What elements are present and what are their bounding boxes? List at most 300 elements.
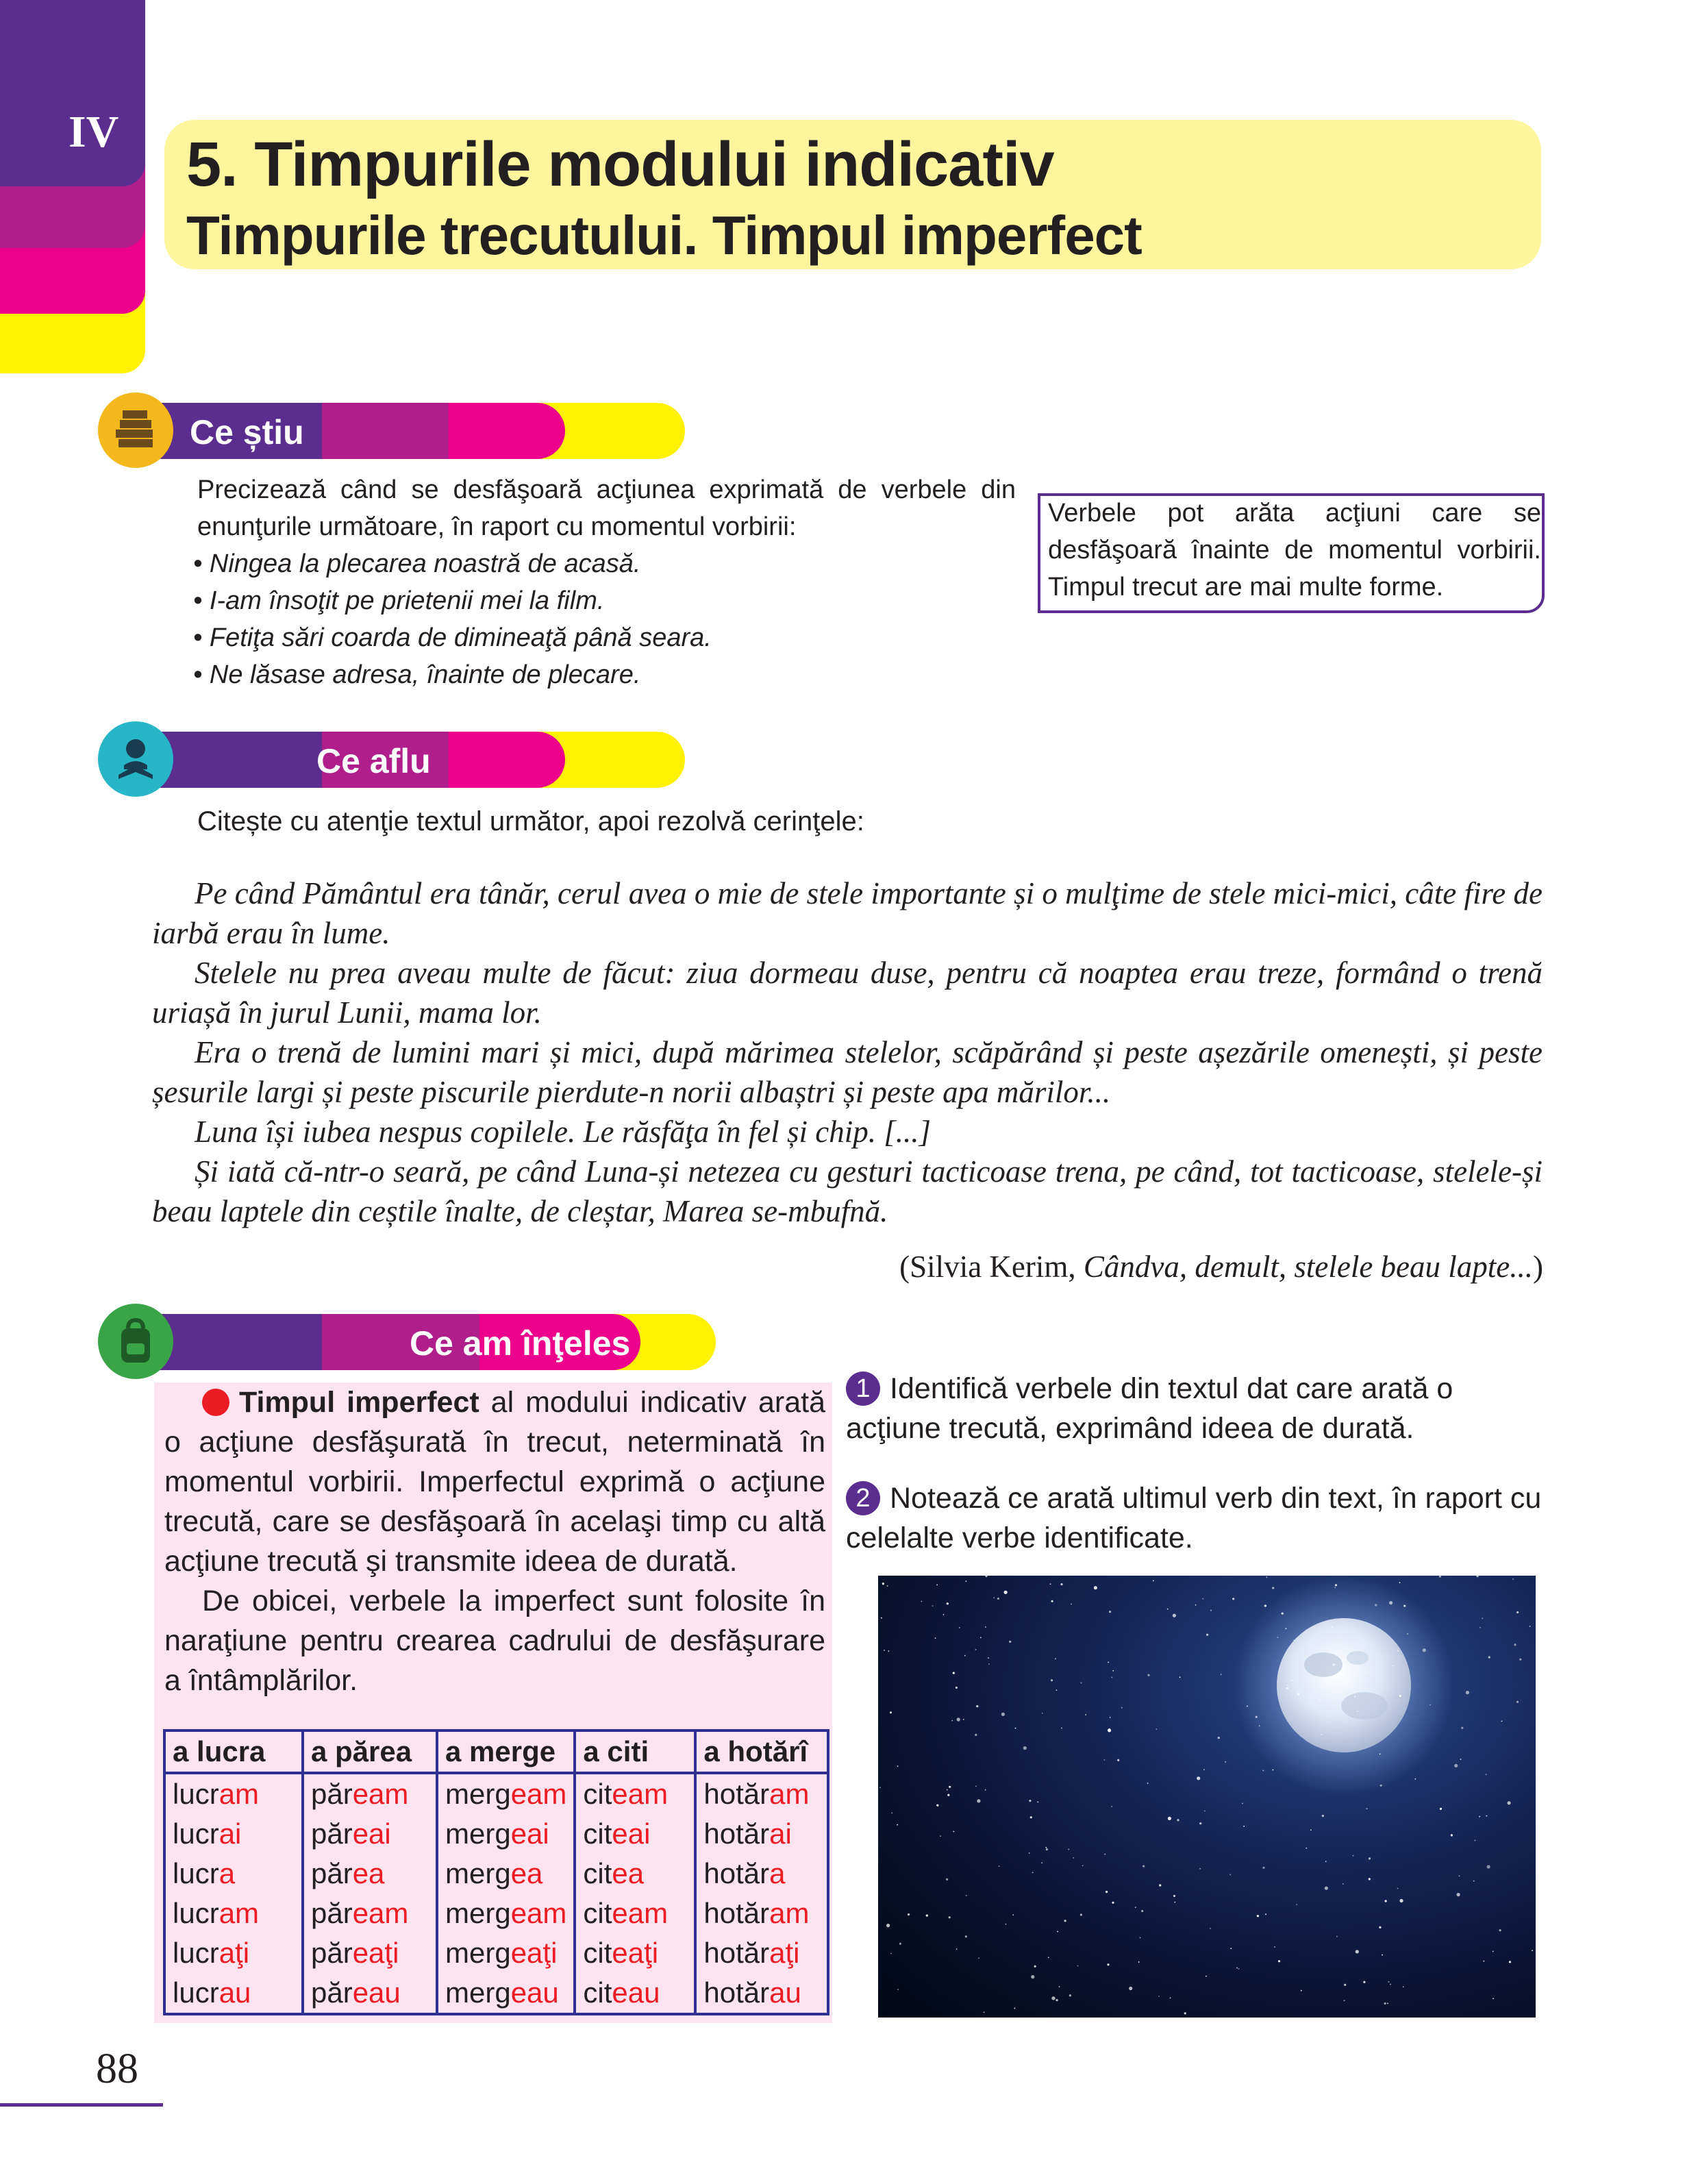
- star: [1094, 1586, 1097, 1589]
- star: [1032, 1872, 1034, 1874]
- star: [1199, 1868, 1201, 1870]
- star: [1232, 1598, 1234, 1600]
- table-cell: mergea: [437, 1854, 575, 1894]
- star: [1009, 1641, 1011, 1643]
- star: [957, 1717, 960, 1721]
- star: [985, 1626, 986, 1628]
- star: [966, 1895, 967, 1896]
- star: [879, 1787, 881, 1788]
- night-sky-image: [878, 1576, 1536, 2018]
- star: [1029, 1852, 1030, 1854]
- star: [1159, 1884, 1161, 1886]
- table-cell: citeam: [575, 1894, 695, 1933]
- star: [1106, 1891, 1108, 1893]
- table-cell: lucram: [164, 1894, 303, 1933]
- star: [1399, 1899, 1403, 1902]
- table-cell: lucraţi: [164, 1933, 303, 1973]
- star: [1004, 1591, 1008, 1594]
- star: [946, 1878, 948, 1881]
- star: [1135, 1907, 1136, 1908]
- task-2: 2 Notează ce arată ultimul verb din text, în raport cu celelalte verbe identificate.: [846, 1482, 1542, 1554]
- ce-stiu-instruction: Precizează când se desfăşoară acţiunea exprimată de verbele din enunţurile următoare, în raport cu momentul vorbirii:: [197, 475, 1016, 541]
- star: [1519, 1659, 1521, 1661]
- page-number: 88: [96, 2046, 138, 2092]
- star: [1363, 1981, 1365, 1983]
- star: [966, 1580, 967, 1582]
- star: [947, 1794, 949, 1796]
- star: [1112, 1677, 1113, 1678]
- star: [1045, 1847, 1047, 1848]
- lesson-subtitle: Timpurile trecutului. Timpul imperfect: [186, 205, 1142, 266]
- table-row: [164, 1894, 828, 1933]
- star: [943, 1614, 945, 1615]
- star: [1321, 1734, 1323, 1735]
- star: [1174, 1902, 1175, 1903]
- star: [1287, 1685, 1288, 1686]
- star: [1379, 1926, 1381, 1928]
- bullet-dot: [202, 1389, 229, 1416]
- star: [1153, 1580, 1154, 1582]
- star: [1366, 1808, 1368, 1809]
- imperfect-usage: De obicei, verbele la imperfect sunt folosite în naraţiune pentru crearea cadrului de desfăşurare a întâmplărilor.: [164, 1585, 825, 1697]
- star: [1487, 1865, 1490, 1868]
- star: [935, 1637, 936, 1639]
- star: [1483, 1961, 1484, 1962]
- table-header: a citi: [575, 1730, 695, 1773]
- star: [1286, 1628, 1287, 1629]
- table-cell: citeai: [575, 1814, 695, 1854]
- star: [1325, 1887, 1328, 1890]
- table-row: [164, 1973, 828, 2014]
- star: [1356, 1950, 1359, 1953]
- table-cell: hotăram: [695, 1894, 828, 1933]
- star: [1001, 1713, 1005, 1716]
- star: [1493, 1998, 1494, 1999]
- star: [1354, 1696, 1356, 1698]
- star: [1387, 2003, 1388, 2005]
- star: [1384, 2002, 1386, 2005]
- star: [1081, 1683, 1082, 1684]
- star: [1429, 1704, 1431, 1706]
- star: [1225, 1761, 1226, 1763]
- star: [1344, 2000, 1345, 2001]
- star: [1056, 1689, 1058, 1691]
- star: [1397, 1888, 1399, 1889]
- lesson-title: 5. Timpurile modului indicativ: [186, 129, 1054, 199]
- star: [1259, 1725, 1260, 1726]
- star: [1414, 1778, 1416, 1780]
- star: [953, 1831, 955, 1833]
- table-cell: mergeam: [437, 1894, 575, 1933]
- star: [1138, 1961, 1140, 1963]
- star: [1204, 1811, 1206, 1812]
- star: [1206, 1634, 1208, 1636]
- star: [884, 1650, 885, 1651]
- star: [1388, 1981, 1390, 1983]
- star: [956, 1687, 958, 1689]
- star: [1473, 1881, 1475, 1882]
- books-icon: [98, 393, 173, 468]
- star: [1085, 1714, 1086, 1715]
- star: [890, 1953, 892, 1955]
- table-cell: lucram: [164, 1773, 303, 1814]
- star: [886, 1924, 890, 1927]
- star: [1292, 1680, 1293, 1681]
- star: [1278, 1960, 1280, 1962]
- star: [1273, 1770, 1274, 1771]
- star: [1057, 1931, 1058, 1933]
- star: [1071, 1604, 1072, 1605]
- star: [1296, 1904, 1297, 1905]
- star: [1385, 1900, 1387, 1902]
- star: [881, 1617, 882, 1619]
- section-title-ce-am-inteles: Ce am înţeles: [410, 1324, 631, 1363]
- story-paragraph: Pe când Pământul era tânăr, cerul avea o mie de stele importante și o mulţime de stele mici-mici, câte fire de iarbă erau în lume.: [152, 876, 1543, 950]
- star: [1068, 1849, 1069, 1850]
- page-number-rule: [0, 2103, 163, 2107]
- star: [1061, 1728, 1062, 1729]
- star: [1461, 1727, 1463, 1729]
- star: [1111, 1806, 1112, 1807]
- star: [1277, 1637, 1279, 1638]
- table-cell: păream: [303, 1894, 437, 1933]
- star: [1389, 1601, 1393, 1604]
- table-header: a merge: [437, 1730, 575, 1773]
- star: [1041, 1862, 1042, 1863]
- table-cell: mergeai: [437, 1814, 575, 1854]
- star: [1306, 1848, 1308, 1849]
- star: [1141, 1910, 1143, 1912]
- star: [1286, 1687, 1288, 1689]
- star: [984, 2011, 985, 2013]
- star: [1080, 1913, 1082, 1915]
- star: [988, 1657, 989, 1659]
- table-cell: păreau: [303, 1973, 437, 2014]
- star: [1353, 1855, 1354, 1857]
- task-number-badge: 2: [846, 1481, 880, 1515]
- star: [1439, 1576, 1441, 1578]
- star: [1034, 1965, 1036, 1968]
- star: [1475, 1840, 1476, 1841]
- table-row: [164, 1773, 828, 1814]
- table-cell: citeaţi: [575, 1933, 695, 1973]
- star: [1379, 1754, 1381, 1755]
- star: [1006, 1924, 1007, 1925]
- star: [1530, 1626, 1531, 1627]
- star: [1393, 1665, 1394, 1667]
- task-1: 1 Identifică verbele din textul dat care arată o acţiune trecută, exprimând ideea de durată.: [846, 1372, 1453, 1445]
- ce-aflu-instruction: Citește cu atenţie textul următor, apoi rezolvă cerinţele:: [197, 806, 864, 836]
- star: [1274, 1946, 1275, 1948]
- star: [1158, 1996, 1160, 1997]
- star: [1129, 1987, 1132, 1990]
- star: [1262, 1867, 1264, 1869]
- table-header: a părea: [303, 1730, 437, 1773]
- star: [1140, 1937, 1141, 1939]
- star: [1069, 1994, 1071, 1996]
- star: [1029, 1800, 1031, 1802]
- star: [1121, 1707, 1123, 1709]
- star: [1375, 1604, 1377, 1606]
- table-cell: lucrai: [164, 1814, 303, 1854]
- star: [1508, 1801, 1511, 1804]
- star: [1399, 1582, 1401, 1583]
- star: [963, 1719, 964, 1720]
- star: [932, 1605, 934, 1606]
- star: [1423, 1648, 1426, 1652]
- star: [1177, 1819, 1179, 1821]
- star: [1516, 1701, 1519, 1703]
- star: [1477, 1576, 1479, 1577]
- table-row: [164, 1814, 828, 1854]
- star: [1046, 1848, 1048, 1850]
- star: [897, 1824, 898, 1826]
- star: [1202, 1598, 1203, 1600]
- story-paragraph: Era o trenă de lumini mari și mici, după mărimea stelelor, scăpărând și peste așezările omenești, și peste șesurile largi și peste piscurile pierdute-n norii albaștri și peste apa mărilor...: [152, 1035, 1543, 1109]
- star: [976, 1705, 978, 1707]
- star: [936, 1804, 938, 1807]
- imperfect-definition: Timpul imperfect al modului indicativ arată o acţiune desfăşurată în trecut, neterminată în momentul vorbirii. Imperfectul exprimă o acţiune trecută, care se desfăşoară în acelaşi timp cu altă acţiune trecută şi transmite ideea de durată. De obicei, verbele la imperfect sunt folosite în naraţiune pentru crearea cadrului de desfăşurare a întâmplărilor.: [164, 1382, 825, 1700]
- star: [926, 1915, 928, 1917]
- star: [1030, 1816, 1032, 1818]
- star: [1334, 1587, 1336, 1588]
- star: [1479, 1627, 1481, 1628]
- star: [1257, 1915, 1259, 1917]
- star: [1344, 1984, 1346, 1986]
- star: [1390, 1984, 1391, 1985]
- star: [882, 1583, 884, 1585]
- ce-stiu-item-1: • Ningea la plecarea noastră de acasă.: [193, 549, 641, 578]
- star: [1048, 1957, 1049, 1958]
- star: [1301, 1990, 1302, 1991]
- star: [1262, 1770, 1264, 1772]
- star: [1403, 1605, 1406, 1607]
- star: [953, 1672, 955, 1674]
- table-cell: hotăra: [695, 1854, 828, 1894]
- star: [1457, 1893, 1460, 1896]
- star: [1282, 1613, 1284, 1615]
- ce-stiu-item-4: • Ne lăsase adresa, înainte de plecare.: [193, 660, 641, 689]
- star: [1459, 1876, 1460, 1877]
- star: [1380, 1785, 1382, 1787]
- star: [1319, 1699, 1321, 1700]
- star: [1272, 1587, 1274, 1589]
- star: [1218, 1737, 1220, 1739]
- star: [949, 1916, 951, 1918]
- star: [921, 1601, 923, 1602]
- table-cell: hotărai: [695, 1814, 828, 1854]
- star: [1264, 1604, 1266, 1606]
- story-text: [152, 873, 1543, 1231]
- table-row: [164, 1854, 828, 1894]
- star: [1173, 1895, 1175, 1897]
- table-cell: lucrau: [164, 1973, 303, 2014]
- star: [1051, 1679, 1053, 1681]
- table-cell: lucra: [164, 1854, 303, 1894]
- star: [1293, 1640, 1295, 1641]
- star: [1056, 1999, 1058, 2001]
- table-cell: părea: [303, 1854, 437, 1894]
- star: [899, 1943, 901, 1945]
- star: [978, 1957, 979, 1959]
- star: [1042, 1713, 1043, 1714]
- star: [1440, 1808, 1442, 1810]
- star: [1031, 1975, 1034, 1978]
- star: [977, 1799, 980, 1802]
- star: [1077, 1965, 1079, 1967]
- conjugation-table: [163, 1729, 829, 2015]
- table-cell: citea: [575, 1854, 695, 1894]
- star: [1104, 1759, 1106, 1761]
- star: [975, 1786, 977, 1787]
- star: [1454, 1764, 1458, 1767]
- star: [1357, 1711, 1358, 1712]
- star: [1236, 1968, 1238, 1969]
- star: [1229, 1874, 1231, 1876]
- section-title-ce-stiu: Ce știu: [190, 413, 304, 451]
- star: [1147, 1783, 1149, 1784]
- star: [1055, 1658, 1056, 1659]
- star: [1210, 1610, 1212, 1611]
- star: [1170, 1998, 1171, 1999]
- table-header: a hotărî: [695, 1730, 828, 1773]
- corner-tab-purple: [0, 0, 145, 186]
- star: [985, 1789, 986, 1791]
- star: [985, 1576, 987, 1577]
- star: [1195, 1604, 1197, 1606]
- star: [891, 1813, 892, 1814]
- star: [1104, 1854, 1106, 1855]
- star: [1336, 1936, 1338, 1937]
- note-text: Verbele pot arăta acţiuni care se desfăşoară înainte de momentul vorbirii. Timpul trecut are mai multe forme.: [1048, 499, 1541, 601]
- star: [1014, 2008, 1016, 2009]
- star: [964, 1655, 966, 1656]
- star: [1382, 1955, 1383, 1956]
- star: [1108, 1662, 1109, 1663]
- star: [1343, 1883, 1344, 1885]
- star: [1179, 1676, 1181, 1678]
- star: [975, 1734, 977, 1736]
- star: [1369, 1878, 1371, 1880]
- star: [951, 1720, 953, 1722]
- table-cell: mergeam: [437, 1773, 575, 1814]
- star: [1486, 1774, 1487, 1775]
- star: [1369, 1857, 1371, 1859]
- star: [1197, 1776, 1200, 1780]
- star: [1064, 1920, 1066, 1922]
- star: [1488, 1656, 1490, 1659]
- star: [999, 1865, 1000, 1867]
- star: [1297, 1693, 1299, 1695]
- star: [1117, 1759, 1119, 1761]
- star: [1051, 1996, 1055, 2000]
- citation: (Silvia Kerim, Cândva, demult, stelele beau lapte...): [899, 1250, 1543, 1284]
- star: [1499, 1929, 1501, 1931]
- star: [1516, 1611, 1519, 1613]
- star: [1486, 1815, 1488, 1817]
- star: [1210, 1928, 1211, 1929]
- star: [1322, 1815, 1324, 1817]
- star: [1167, 1609, 1169, 1610]
- star: [1501, 1721, 1503, 1722]
- star: [988, 1663, 990, 1665]
- star: [1203, 1769, 1205, 1770]
- star: [947, 1789, 948, 1791]
- star: [1399, 1695, 1401, 1697]
- star: [1110, 1717, 1111, 1718]
- star: [1112, 1902, 1114, 1904]
- star: [1173, 1614, 1176, 1617]
- star: [1156, 1728, 1158, 1730]
- table-header: a lucra: [164, 1730, 303, 1773]
- star: [1407, 1633, 1408, 1635]
- star: [1015, 1728, 1016, 1729]
- star: [965, 1935, 967, 1937]
- star: [1012, 1914, 1014, 1915]
- backpack-icon: [98, 1304, 173, 1379]
- star: [908, 1913, 910, 1915]
- star: [1060, 1583, 1062, 1585]
- star: [1482, 1617, 1483, 1619]
- star: [1366, 1672, 1367, 1673]
- table-cell: mergeaţi: [437, 1933, 575, 1973]
- story-paragraph: Și iată că-ntr-o seară, pe când Luna-și netezea cu gesturi tacticoase trena, pe când, tot tacticoase, stelele-și beau laptele din ceștile înalte, de cleștar, Marea se-mbufnă.: [152, 1154, 1543, 1228]
- star: [1460, 1759, 1462, 1760]
- star: [1479, 1816, 1480, 1817]
- table-cell: citeam: [575, 1773, 695, 1814]
- star: [897, 1989, 899, 1990]
- star: [1532, 1950, 1533, 1951]
- table-cell: hotăraţi: [695, 1933, 828, 1973]
- star: [1403, 1986, 1404, 1987]
- star: [1112, 1670, 1114, 1672]
- table-cell: păreai: [303, 1814, 437, 1854]
- story-paragraph: Stelele nu prea aveau multe de făcut: ziua dormeau duse, pentru că noaptea erau treze, formând o trenă uriașă în jurul Lunii, mama lor.: [152, 956, 1543, 1030]
- star: [1184, 2012, 1186, 2014]
- star: [897, 1765, 899, 1767]
- star: [947, 1602, 949, 1604]
- star: [993, 1597, 995, 1598]
- ce-stiu-item-2: • I-am însoţit pe prietenii mei la film.: [193, 586, 605, 615]
- star: [949, 1786, 951, 1788]
- star: [1466, 1691, 1469, 1694]
- table-cell: mergeau: [437, 1973, 575, 2014]
- star: [1051, 1600, 1053, 1602]
- star: [959, 1627, 960, 1628]
- star: [936, 1585, 938, 1586]
- reader-icon: [98, 721, 173, 797]
- star: [888, 1650, 889, 1652]
- star: [1107, 1963, 1109, 1965]
- star: [1333, 1663, 1335, 1665]
- star: [1059, 1986, 1060, 1987]
- table-cell: hotărau: [695, 1973, 828, 2014]
- star: [1238, 1968, 1240, 1970]
- star: [1512, 1578, 1514, 1580]
- star: [1243, 1826, 1245, 1827]
- table-cell: hotăram: [695, 1773, 828, 1814]
- ce-stiu-item-3: • Fetiţa sări coarda de dimineaţă până seara.: [193, 623, 712, 652]
- star: [997, 1598, 999, 1600]
- story-paragraph: Luna își iubea nespus copilele. Le răsfăţa în fel și chip. [...]: [195, 1115, 931, 1149]
- star: [890, 1711, 892, 1713]
- star: [1050, 1583, 1051, 1585]
- star: [1109, 1728, 1110, 1730]
- star: [1230, 1948, 1232, 1949]
- star: [940, 1835, 941, 1837]
- star: [1335, 1584, 1337, 1586]
- star: [1266, 1576, 1267, 1578]
